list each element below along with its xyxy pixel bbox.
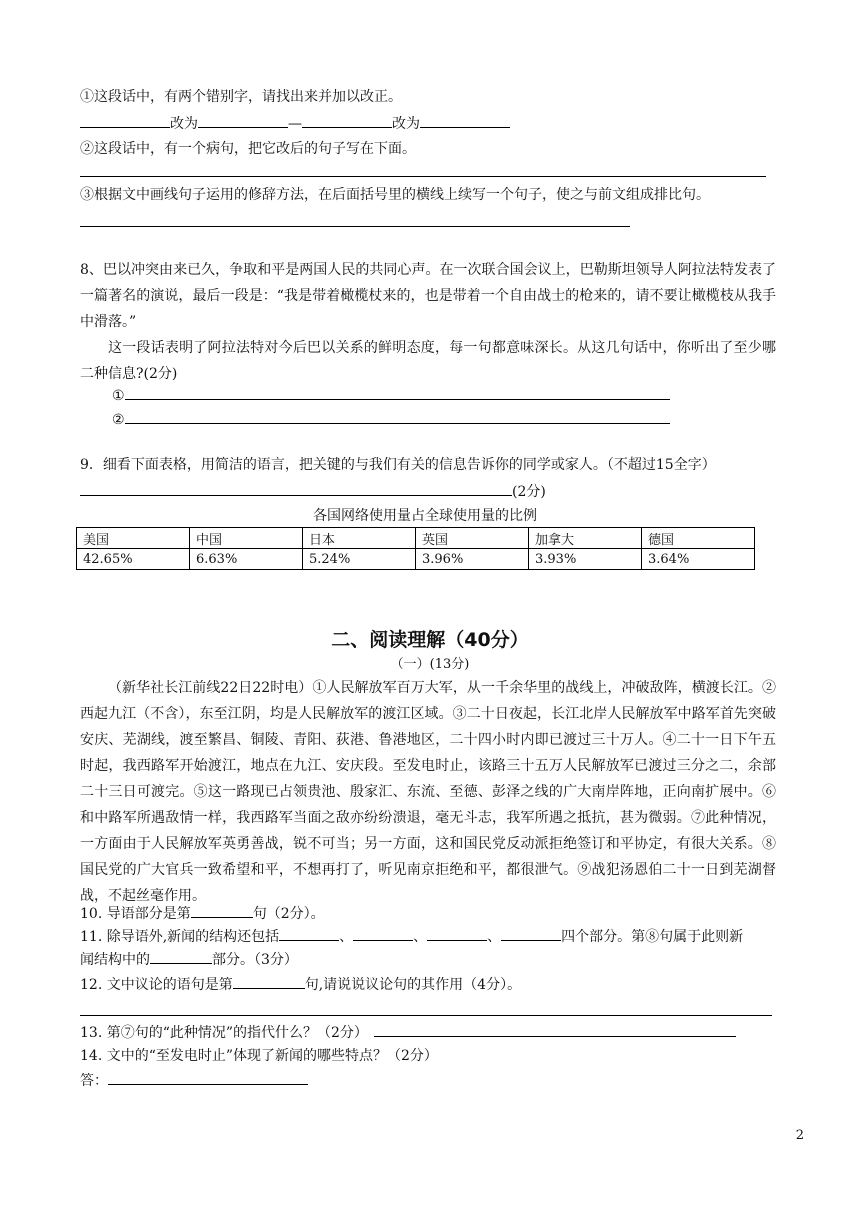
q11-continued: 闻结构中的 — [80, 952, 150, 968]
q14-question: 14. 文中的“至发电时止”体现了新闻的哪些特点？（2分） — [80, 1048, 438, 1064]
table-header-cell: 美国 — [77, 528, 190, 549]
q8-question: 这一段话表明了阿拉法特对今后巴以关系的鲜明态度，每一句都意味深长。从这几句话中，你听出了至少哪二种信息?(2分) — [80, 340, 776, 382]
table-header-cell: 加拿大 — [529, 528, 642, 549]
table-header-cell: 英国 — [416, 528, 529, 549]
q13-question — [80, 1022, 736, 1043]
q7-correction-line — [80, 113, 510, 134]
table-cell: 6.63% — [190, 549, 303, 570]
gaiwei-label: 改为 — [392, 116, 420, 132]
answer-blank[interactable] — [279, 926, 339, 941]
q8-answer-1 — [112, 385, 670, 406]
q12-prefix: 12. 文中议论的语句是第 — [80, 977, 233, 993]
news-passage: （新华社长江前线22日22时电）①人民解放军百万大军，从一千余华里的战线上，冲破敌阵，横渡长江。②西起九江（不含），东至江阴，均是人民解放军的渡江区域。③二十日夜起，长江北岸人民解放军中路军首先突破安庆、芜湖线，渡至繁昌、铜陵、青阳、荻港、鲁港地区，二十四小时内即已渡过三十万人。④二十一日下午五时起，我西路军开始渡江，地点在九江、安庆段。至发电时止，该路三十五万人民解放军已渡过三分之二，余部二十三日可渡完。⑤这一路现已占领贵池、殷家汇、东流、至德、彭泽之线的广大南岸阵地，正向南扩展中。⑥和中路军所遇敌情一样，我西路军当面之敌亦纷纷溃退，毫无斗志，我军所遇之抵抗，甚为微弱。⑦此种情况，一方面由于人民解放军英勇善战，锐不可当；另一方面，这和国民党反动派拒绝签订和平协定，有很大关系。⑧国民党的广大官兵一致希望和平，不想再打了，听见南京拒绝和平，都很泄气。⑨战犯汤恩伯二十一日到芜湖督战，不起丝毫作用。 — [80, 680, 776, 904]
q10-question — [80, 903, 325, 924]
q10-suffix: 句（2分）。 — [252, 906, 325, 922]
answer-line[interactable] — [80, 176, 766, 177]
q9-question: 9．细看下面表格，用简洁的语言，把关键的与我们有关的信息告诉你的同学或家人。（不超过15全字） — [80, 457, 716, 473]
table-header-cell: 德国 — [642, 528, 755, 549]
answer-line[interactable] — [80, 226, 630, 227]
q11-middle: 四个部分。第⑧句属于此则新 — [561, 929, 744, 945]
answer-blank[interactable] — [125, 385, 670, 400]
section-subtitle: （一）(13分) — [390, 657, 470, 672]
q11-suffix: 部分。（3分） — [212, 952, 298, 968]
answer-blank[interactable] — [233, 974, 305, 989]
table-header-cell: 中国 — [190, 528, 303, 549]
q9-answer-line — [80, 481, 546, 502]
q11-question — [80, 926, 743, 947]
separator: 、 — [487, 929, 502, 945]
table-row — [77, 549, 755, 570]
q8-stem: 8、巴以冲突由来已久，争取和平是两国人民的共同心声。在一次联合国会议上，巴勒斯坦领导人阿拉法特发表了一篇著名的演说，最后一段是：“我是带着橄榄杖来的，也是带着一个自由战士的枪来的，请不要让橄榄枝从我手中滑落。” — [80, 262, 776, 330]
q7-item-3: ③根据文中画线句子运用的修辞方法，在后面括号里的横线上续写一个句子，使之与前文组成排比句。 — [80, 187, 710, 203]
q14-answer-line — [80, 1070, 308, 1091]
answer-blank[interactable] — [427, 926, 487, 941]
q11-question-cont — [80, 949, 298, 970]
answer-blank[interactable] — [420, 113, 510, 128]
answer-blank[interactable] — [125, 409, 670, 424]
q7-item-1: ①这段话中，有两个错别字，请找出来并加以改正。 — [80, 89, 402, 105]
internet-usage-table — [76, 527, 755, 570]
q9-score: (2分) — [512, 484, 546, 500]
answer-blank[interactable] — [80, 481, 512, 496]
answer-blank[interactable] — [191, 903, 253, 918]
table-cell: 5.24% — [303, 549, 416, 570]
separator: 、 — [413, 929, 428, 945]
answer-blank[interactable] — [374, 1022, 736, 1037]
q13-text: 13. 第⑦句的“此种情况”的指代什么？（2分） — [80, 1025, 368, 1041]
gaiwei-label: 改为 — [170, 116, 198, 132]
answer-marker: ① — [112, 388, 125, 404]
q11-prefix: 11. 除导语外,新闻的结构还包括 — [80, 929, 280, 945]
table-cell: 3.96% — [416, 549, 529, 570]
table-header-cell: 日本 — [303, 528, 416, 549]
answer-blank[interactable] — [80, 113, 170, 128]
answer-label: 答： — [80, 1073, 108, 1089]
answer-marker: ② — [112, 412, 125, 428]
q8-answer-2 — [112, 409, 670, 430]
answer-blank[interactable] — [353, 926, 413, 941]
answer-blank[interactable] — [501, 926, 561, 941]
table-caption: 各国网络使用量占全球使用量的比例 — [313, 508, 537, 524]
table-cell: 3.93% — [529, 549, 642, 570]
table-cell: 3.64% — [642, 549, 755, 570]
table-cell: 42.65% — [77, 549, 190, 570]
q12-question — [80, 974, 521, 995]
answer-blank[interactable] — [108, 1070, 308, 1085]
answer-blank[interactable] — [198, 113, 288, 128]
separator: 、 — [339, 929, 354, 945]
dash-separator: — — [288, 116, 302, 132]
answer-blank[interactable] — [302, 113, 392, 128]
page-number: 2 — [795, 1128, 804, 1143]
table-header-row — [77, 528, 755, 549]
q12-suffix: 句,请说说议论句的其作用（4分）。 — [304, 977, 522, 993]
q7-item-2: ②这段话中，有一个病句，把它改后的句子写在下面。 — [80, 141, 416, 157]
section-title: 二、阅读理解（40分） — [331, 629, 529, 651]
answer-line[interactable] — [80, 1015, 772, 1016]
q10-prefix: 10. 导语部分是第 — [80, 906, 191, 922]
answer-blank[interactable] — [150, 949, 212, 964]
